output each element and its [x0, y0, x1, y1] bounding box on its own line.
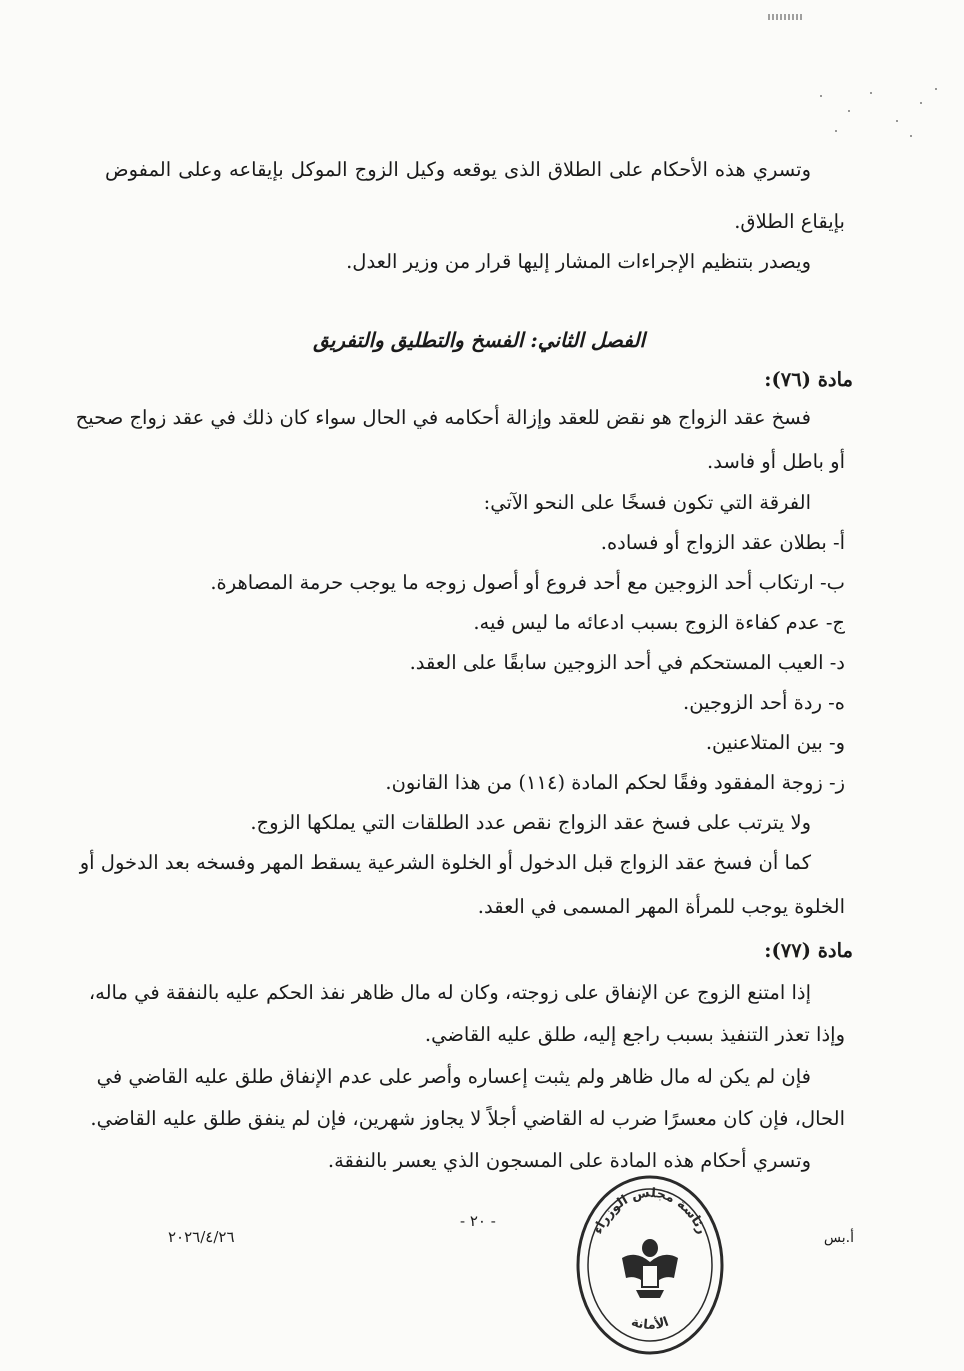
text-line: الفرقة التي تكون فسخًا على النحو الآتي:: [483, 491, 811, 514]
scan-mark: [768, 14, 802, 20]
text-line: فإن لم يكن له مال ظاهر ولم يثبت إعساره وأصر على عدم الإنفاق طلق عليه القاضي في: [96, 1065, 811, 1088]
text-line: إذا امتنع الزوج عن الإنفاق على زوجته، وكان له مال ظاهر نفذ الحكم عليه بالنفقة في ماله،: [88, 981, 811, 1004]
official-seal-stamp: [570, 1170, 730, 1360]
list-item: و- بين المتلاعنين.: [705, 731, 845, 754]
text-line: الحال، فإن كان معسرًا ضرب له القاضي أجلاً لا يجاوز شهرين، فإن لم ينفق طلق عليه القاضي.: [90, 1107, 845, 1130]
chapter-heading: الفصل الثاني: الفسخ والتطليق والتفريق: [313, 328, 645, 352]
text-line: ويصدر بتنظيم الإجراءات المشار إليها قرار من وزير العدل.: [346, 250, 811, 273]
article-heading-77: مادة (٧٧):: [764, 939, 853, 962]
footer-date: ٢٠٢٦/٤/٢٦: [168, 1228, 235, 1246]
text-line: وتسري هذه الأحكام على الطلاق الذى يوقعه وكيل الزوج الموكل بإيقاعه وعلى المفوض: [105, 158, 811, 181]
scan-specks: [800, 80, 950, 150]
text-line: وإذا تعذر التنفيذ بسبب راجع إليه، طلق عليه القاضي.: [424, 1023, 845, 1046]
seal-text-bottom: الأمانة: [629, 1314, 671, 1333]
svg-text:الأمانة: [629, 1314, 671, 1333]
text-line: بإيقاع الطلاق.: [734, 210, 845, 233]
text-line: الخلوة يوجب للمرأة المهر المسمى في العقد.: [477, 895, 845, 918]
list-item: ه- ردة أحد الزوجين.: [683, 691, 845, 714]
text-line: ولا يترتب على فسخ عقد الزواج نقص عدد الطلقات التي يملكها الزوج.: [250, 811, 811, 834]
list-item: د- العيب المستحكم في أحد الزوجين سابقًا على العقد.: [409, 651, 845, 674]
seal-text-top: رئاسة مجلس الوزراء: [590, 1185, 710, 1237]
page-number: - ٢٠ -: [460, 1212, 496, 1230]
text-line: أو باطل أو فاسد.: [707, 450, 845, 473]
text-line: وتسري أحكام هذه المادة على المسجون الذي يعسر بالنفقة.: [327, 1149, 811, 1172]
list-item: ب- ارتكاب أحد الزوجين مع أحد فروع أو أصول زوجه ما يوجب حرمة المصاهرة.: [210, 571, 845, 594]
text-line: كما أن فسخ عقد الزواج قبل الدخول أو الخلوة الشرعية يسقط المهر وفسخه بعد الدخول أو: [79, 851, 811, 874]
list-item: أ- بطلان عقد الزواج أو فساده.: [600, 531, 845, 554]
list-item: ز- زوجة المفقود وفقًا لحكم المادة (١١٤) من هذا القانون.: [385, 771, 845, 794]
footer-initials: أ.بس: [823, 1230, 854, 1246]
list-item: ج- عدم كفاءة الزوج بسبب ادعائه ما ليس فيه.: [473, 611, 845, 634]
article-heading-76: مادة (٧٦):: [764, 368, 853, 391]
eagle-emblem-icon: [622, 1239, 678, 1298]
text-line: فسخ عقد الزواج هو نقض للعقد وإزالة أحكامه في الحال سواء كان ذلك في عقد زواج صحيح: [75, 406, 811, 429]
